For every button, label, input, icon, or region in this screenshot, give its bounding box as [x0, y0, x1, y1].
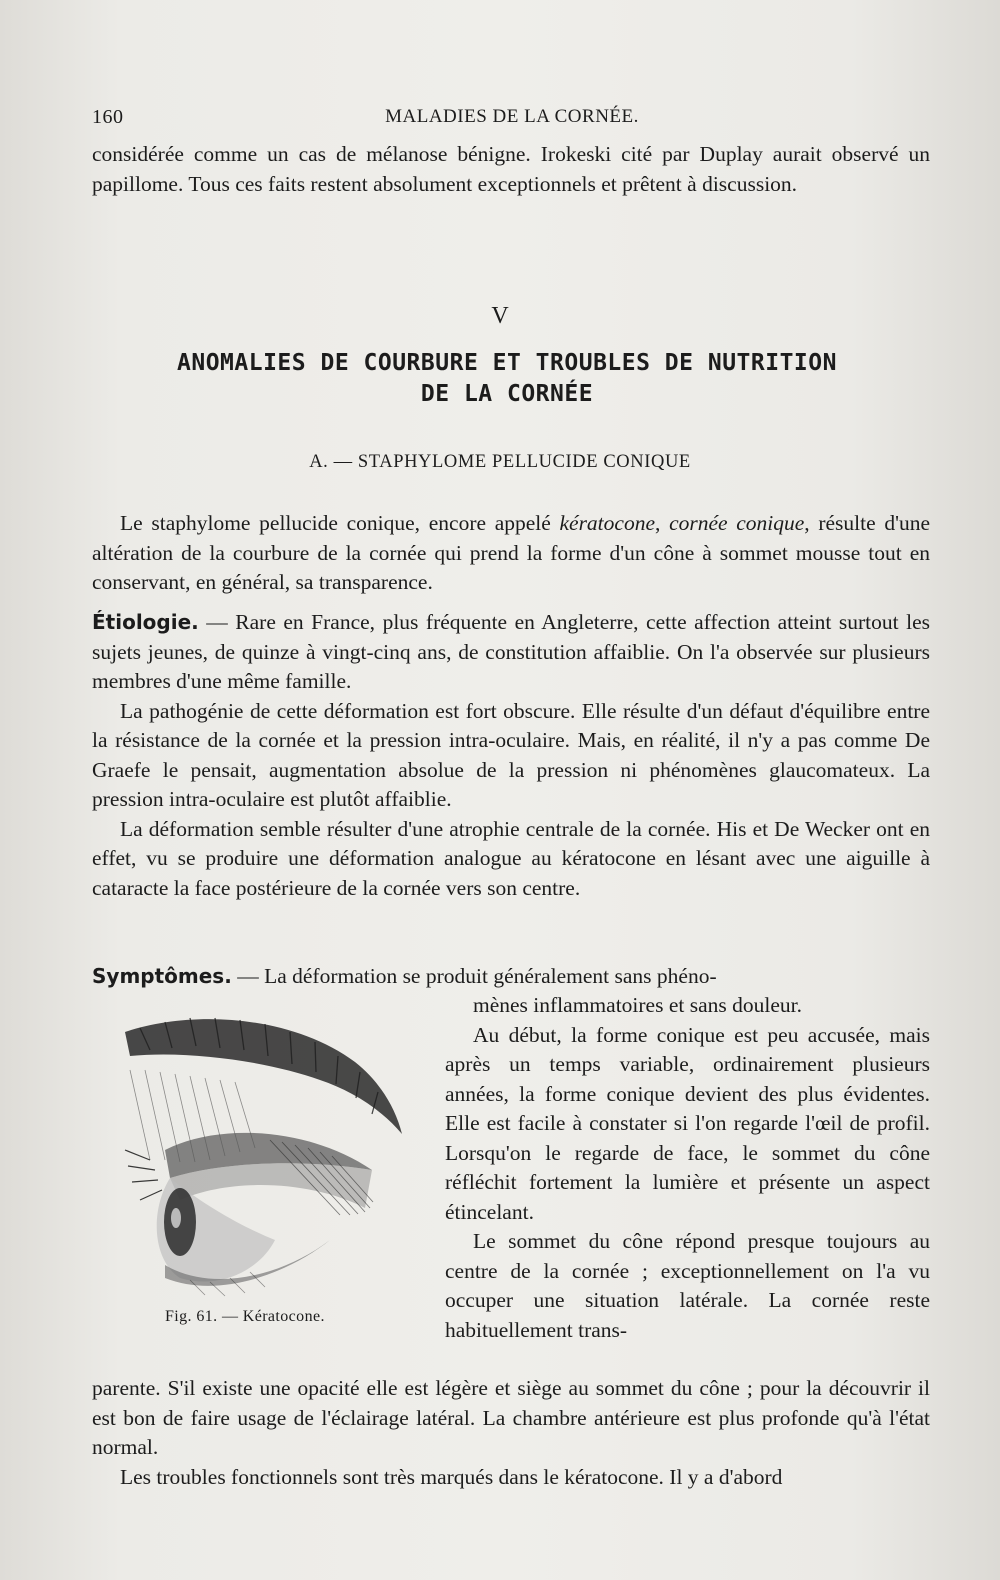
chapter-title	[92, 348, 922, 410]
term-keratocone: kératocone	[559, 511, 655, 535]
term-cornee-conique: cornée conique	[669, 511, 805, 535]
symptomes-last-line: Les troubles fonctionnels sont très marqués dans le kératocone. Il y a d'abord	[120, 1464, 783, 1489]
etiologie-text-3: La déformation semble résulter d'une atrophie centrale de la cornée. His et De Wecker ont en effet, vu se produire une déformation analogue au kératocone en lésant avec une aiguille à cataracte la face postérieure de la cornée vers son centre.	[92, 816, 930, 900]
running-title: MALADIES DE LA CORNÉE.	[385, 106, 639, 127]
etiologie-heading: Étiologie.	[92, 610, 199, 634]
chapter-title-line-2: DE LA CORNÉE	[420, 381, 594, 407]
definition-paragraph	[92, 509, 930, 598]
symptomes-wrap-3: Le sommet du cône répond presque toujours au centre de la cornée ; exceptionnellement on l'a vu occuper une situation latérale. La cornée reste habituellement trans-	[445, 1229, 930, 1342]
chapter-number: V	[491, 303, 509, 329]
chapter-title-line-1: ANOMALIES DE COURBURE ET TROUBLES DE NUTRITION	[177, 350, 837, 376]
symptomes-after-wrap: parente. S'il existe une opacité elle est légère et siège au sommet du cône ; pour la découvrir il est bon de faire usage de l'éclairage latéral. La chambre antérieure est plus profonde qu'à l'état normal.	[92, 1376, 930, 1459]
definition-sep: ,	[655, 511, 670, 535]
etiologie-text-1: — Rare en France, plus fréquente en Angleterre, cette affection atteint surtout les sujets jeunes, de quinze à vingt-cinq ans, de constitution affaiblie. On l'a observée sur plusieurs membres d'une même famille.	[92, 610, 930, 693]
symptomes-wrapped-text	[445, 991, 930, 1345]
figure-caption: Fig. 61. — Kératocone.	[165, 1308, 325, 1325]
section-title: A. — STAPHYLOME PELLUCIDE CONIQUE	[309, 452, 691, 472]
symptomes-first-line	[92, 962, 930, 992]
etiologie-text-2: La pathogénie de cette déformation est fort obscure. Elle résulte d'un défaut d'équilibre entre la résistance de la cornée et la pression intra-oculaire. Mais, en réalité, il n'y a pas comme De Graefe le pensait, augmentation absolue de la pression ni phénomènes glaucomateux. La pression intra-oculaire est plutôt affaiblie.	[92, 698, 930, 811]
symptomes-wrap-1: mènes inflammatoires et sans douleur.	[473, 993, 802, 1017]
etiologie-section	[92, 608, 930, 903]
symptomes-heading: Symptômes.	[92, 964, 232, 988]
symptomes-wrap-2: Au début, la forme conique est peu accusée, mais après un temps variable, ordinairement plusieurs années, la forme conique devient des plus évidentes. Elle est facile à constater si l'on regarde l'œil de profil. Lorsqu'on le regarde de face, le sommet du cône réfléchit fortement la lumière et présente un aspect étincelant.	[445, 1022, 930, 1224]
intro-paragraph: considérée comme un cas de mélanose bénigne. Irokeski cité par Duplay aurait observé un papillome. Tous ces faits restent absolument exceptionnels et prêtent à discussion.	[92, 142, 930, 196]
definition-after: , résulte d'une altération de la courbure de la cornée qui prend la forme d'un cône à sommet mousse tout en conservant, en général, sa transparence.	[92, 511, 931, 594]
eye-profile-icon	[110, 1010, 410, 1300]
symptomes-continuation	[92, 1374, 930, 1492]
figure-keratocone	[110, 1010, 410, 1300]
definition-before: Le staphylome pellucide conique, encore appelé	[120, 511, 560, 535]
page-number: 160	[92, 106, 124, 128]
page-header	[92, 106, 932, 136]
symptomes-line-1: — La déformation se produit généralement sans phéno-	[231, 964, 717, 988]
